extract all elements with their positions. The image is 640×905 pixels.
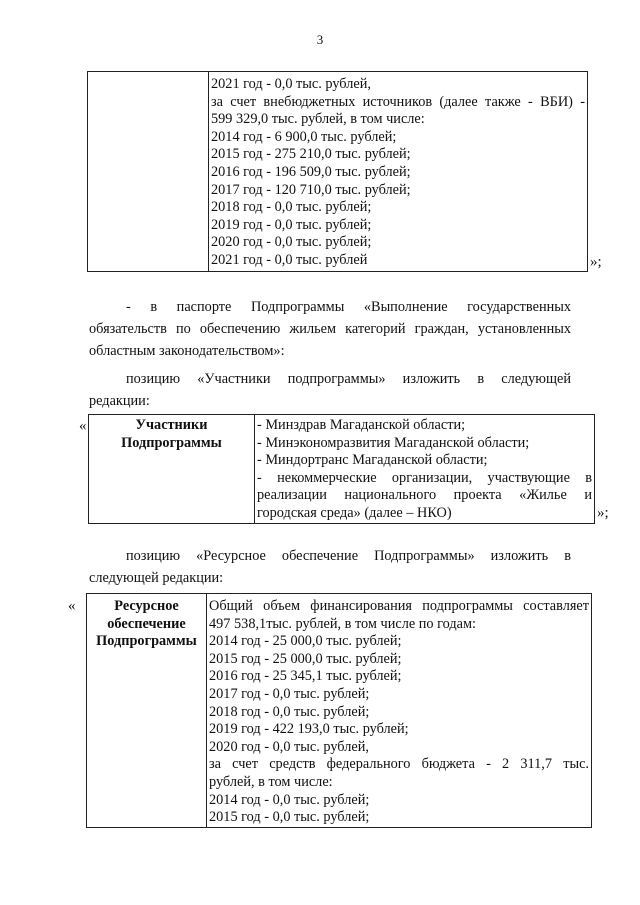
table-content-cell [209, 72, 588, 272]
text-line: - некоммерческие организации, участвующие в [257, 469, 592, 486]
text-line: 2015 год - 275 210,0 тыс. рублей; [211, 146, 411, 163]
text-line: реализации национального проекта «Жилье и [257, 487, 592, 504]
label-line: Ресурсное [114, 598, 179, 614]
text-line: 2014 год - 0,0 тыс. рублей; [209, 791, 370, 808]
text-line: 2019 год - 0,0 тыс. рублей; [211, 216, 372, 233]
text-line: 2016 год - 196 509,0 тыс. рублей; [211, 163, 411, 180]
text-line: обязательств по обеспечению жильем категорий граждан, установленных [89, 321, 571, 337]
label-line: обеспечение [107, 615, 186, 632]
opening-quote: « [68, 598, 76, 614]
text-line: 2014 год - 25 000,0 тыс. рублей; [209, 633, 402, 650]
text-line: рублей, в том числе: [209, 773, 333, 790]
text-line: - Минэкономразвития Магаданской области; [257, 434, 530, 451]
table-label-cell-empty [88, 72, 209, 272]
text-line: позицию «Ресурсное обеспечение Подпрограммы» изложить в [126, 548, 571, 564]
paragraph-resources-position [89, 545, 571, 589]
text-line: - в паспорте Подпрограммы «Выполнение государственных [126, 299, 571, 315]
resources-content-cell [207, 594, 592, 828]
text-line: 2018 год - 0,0 тыс. рублей; [211, 199, 372, 216]
text-line: Общий объем финансирования подпрограммы составляет [209, 598, 589, 614]
text-line: 2018 год - 0,0 тыс. рублей; [209, 703, 370, 720]
funding-table-continued [87, 71, 588, 272]
resources-label-cell [87, 594, 207, 828]
participants-table [88, 414, 595, 524]
label-line: Участники [135, 417, 208, 433]
text-line: городская среда» (далее – НКО) [257, 504, 452, 521]
page-number: 3 [316, 32, 324, 47]
text-line: 2020 год - 0,0 тыс. рублей, [209, 738, 369, 755]
text-line: позицию «Участники подпрограммы» изложить в следующей [126, 371, 571, 387]
text-line: редакции: [89, 393, 150, 409]
paragraph-participants-position [89, 368, 571, 412]
participants-content-cell [255, 415, 595, 524]
label-line: Подпрограммы [96, 633, 197, 650]
text-line: 497 538,1тыс. рублей, в том числе по годам: [209, 615, 477, 632]
closing-quote: »; [590, 254, 602, 270]
text-line: за счет внебюджетных источников (далее также - ВБИ) - [211, 93, 585, 110]
text-line: 2021 год - 0,0 тыс. рублей, [211, 76, 371, 92]
text-line: 2017 год - 120 710,0 тыс. рублей; [211, 181, 411, 198]
text-line: 599 329,0 тыс. рублей, в том числе: [211, 111, 425, 128]
text-line: - Минздрав Магаданской области; [257, 417, 466, 433]
text-line: - Миндортранс Магаданской области; [257, 452, 488, 469]
text-line: следующей редакции: [89, 570, 224, 586]
resources-table [86, 593, 592, 828]
paragraph-passport-subprogram [89, 296, 571, 362]
text-line: 2015 год - 25 000,0 тыс. рублей; [209, 650, 402, 667]
closing-quote: »; [597, 505, 609, 521]
text-line: 2014 год - 6 900,0 тыс. рублей; [211, 128, 397, 145]
text-line: за счет средств федерального бюджета - 2 311,7 тыс. [209, 756, 589, 773]
text-line: 2016 год - 25 345,1 тыс. рублей; [209, 668, 402, 685]
opening-quote: « [79, 418, 87, 434]
text-line: областным законодательством»: [89, 343, 285, 359]
text-line: 2017 год - 0,0 тыс. рублей; [209, 685, 370, 702]
text-line: 2019 год - 422 193,0 тыс. рублей; [209, 721, 409, 738]
text-line: 2020 год - 0,0 тыс. рублей; [211, 234, 372, 251]
label-line: Подпрограммы [121, 434, 222, 451]
text-line: 2015 год - 0,0 тыс. рублей; [209, 809, 370, 826]
text-line: 2021 год - 0,0 тыс. рублей [211, 251, 368, 268]
participants-label-cell [89, 415, 255, 524]
